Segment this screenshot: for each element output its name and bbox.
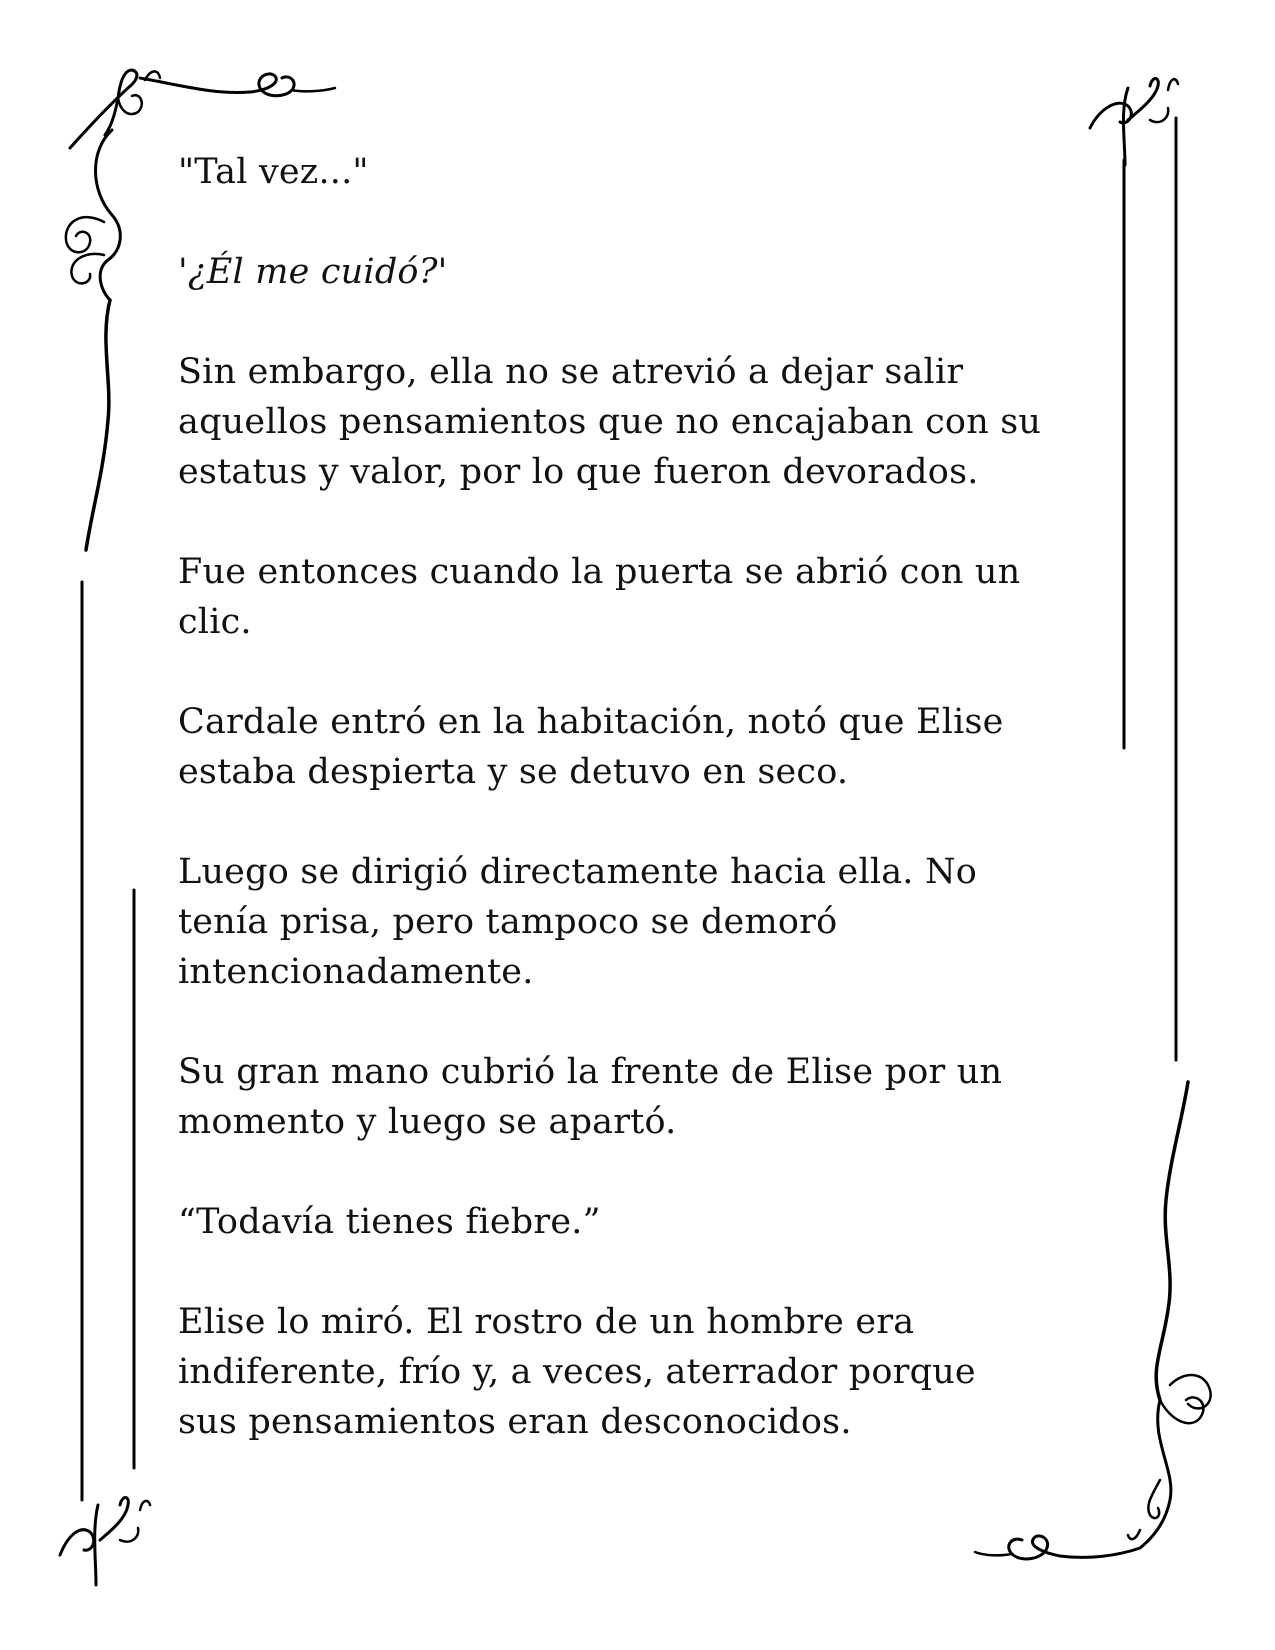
paragraph-4: Fue entonces cuando la puerta se abrió con un clic. bbox=[178, 552, 1021, 642]
paragraph-8-dialogue: “Todavía tienes fiebre.” bbox=[178, 1202, 601, 1242]
paragraph-1: "Tal vez..." bbox=[178, 152, 369, 192]
paragraph-6: Luego se dirigió directamente hacia ella. No tenía prisa, pero tampoco se demoró intencionadamente. bbox=[178, 852, 978, 992]
paragraph-5: Cardale entró en la habitación, notó que Elise estaba despierta y se detuvo en seco. bbox=[178, 702, 1004, 792]
paragraph-9: Elise lo miró. El rostro de un hombre era indiferente, frío y, a veces, aterrador porque sus pensamientos eran desconocidos. bbox=[178, 1302, 976, 1442]
bottom-left-flourish bbox=[60, 1498, 150, 1586]
paragraph-2-thought: '¿Él me cuidó?' bbox=[178, 252, 448, 292]
paragraph-7: Su gran mano cubrió la frente de Elise por un momento y luego se apartó. bbox=[178, 1052, 1003, 1142]
paragraph-3: Sin embargo, ella no se atrevió a dejar salir aquellos pensamientos que no encajaban con su estatus y valor, por lo que fueron devorados. bbox=[178, 352, 1042, 492]
document-body bbox=[178, 147, 1108, 1497]
